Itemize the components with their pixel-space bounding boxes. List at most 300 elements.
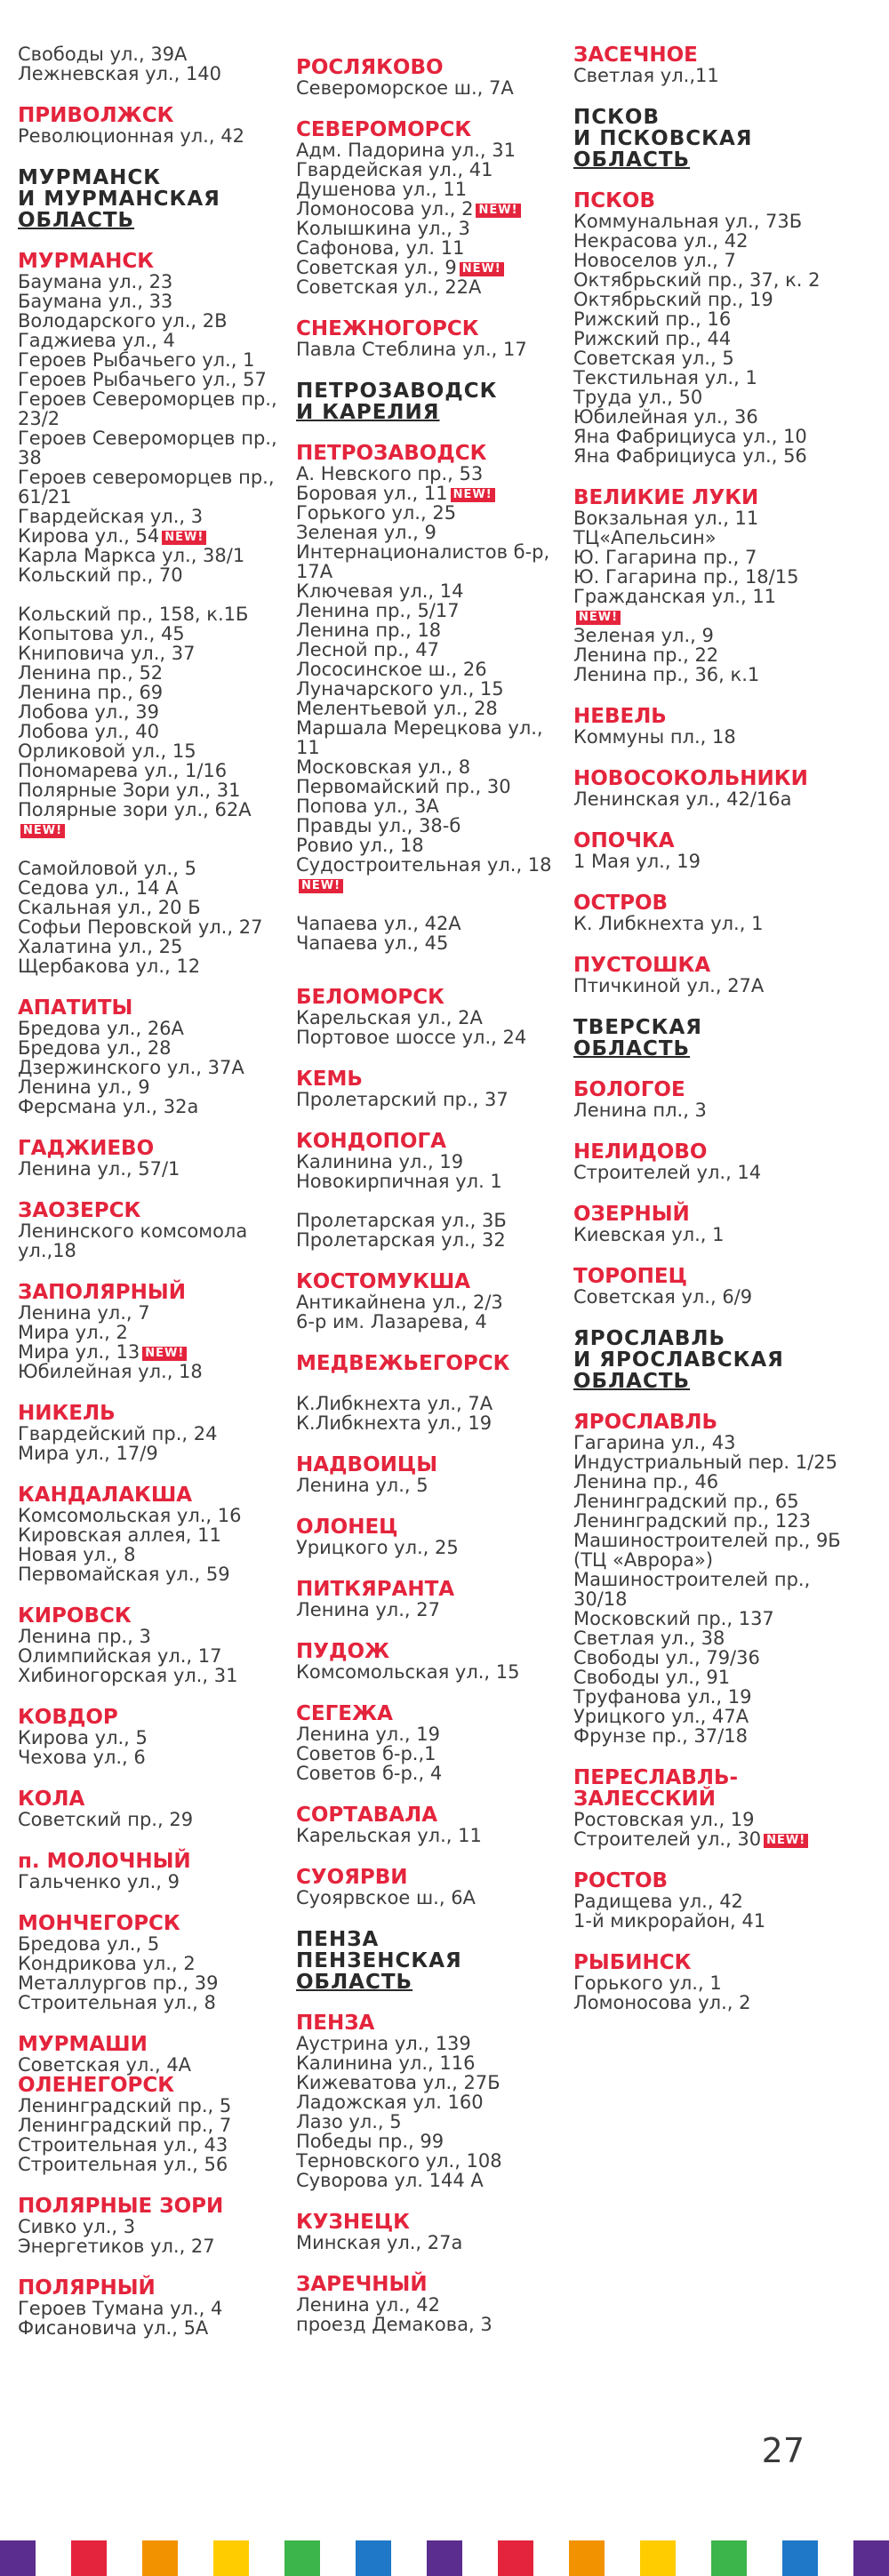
address-line: Терновского ул., 108 — [296, 2150, 502, 2172]
city-block — [18, 1788, 293, 1829]
address-line — [18, 820, 293, 839]
city-block — [573, 487, 845, 684]
address-line: Труда ул., 50 — [573, 387, 703, 408]
city-block — [573, 1412, 845, 1746]
address-line: Горького ул., 25 — [296, 502, 457, 524]
city-name: ОЗЕРНЫЙ — [573, 1203, 690, 1226]
region-heading-line: МУРМАНСК — [18, 166, 162, 189]
address-line: Хибиногорская ул., 31 — [18, 1665, 238, 1686]
region-heading — [573, 1017, 845, 1060]
address-line: 6-р им. Лазарева, 4 — [296, 1311, 487, 1332]
address-line: Суворова ул. 144 А — [296, 2170, 484, 2191]
address-line: Мира ул., 2 — [18, 1322, 128, 1343]
address-line: Бредова ул., 28 — [18, 1037, 172, 1059]
city-name: СУОЯРВИ — [296, 1866, 408, 1889]
city-name: ПОЛЯРНЫЕ ЗОРИ — [18, 2195, 224, 2218]
address-line: Орликовой ул., 15 — [18, 740, 196, 762]
address-line: Калинина ул., 116 — [296, 2052, 476, 2074]
address-line: Яна Фабрициуса ул., 10 — [573, 426, 807, 447]
region-heading-line: ЯРОСЛАВЛЬ — [573, 1327, 726, 1350]
city-block — [296, 2212, 570, 2252]
address-line: Мелентьевой ул., 28 — [296, 698, 498, 719]
address-line: Попова ул., 3А — [296, 796, 439, 817]
city-block — [18, 1403, 293, 1463]
city-name: ОСТРОВ — [573, 892, 669, 915]
city-block — [18, 2075, 293, 2174]
address-line — [296, 199, 570, 219]
address-line: Маршала Мерецкова ул., 11 — [296, 717, 543, 758]
address-line: Ровио ул., 18 — [296, 835, 424, 856]
address-line: Карельская ул., 2А — [296, 1007, 483, 1028]
region-heading-line: И МУРМАНСКАЯ — [18, 188, 220, 211]
address-line: Ленина пр., 22 — [573, 644, 719, 666]
address-line: Карельская ул., 11 — [296, 1825, 482, 1846]
address-line: Горького ул., 1 — [573, 1972, 722, 1994]
address-line: Калинина ул., 19 — [296, 1151, 464, 1172]
city-block — [18, 1200, 293, 1260]
city-name: СЕВЕРОМОРСК — [296, 118, 472, 141]
address-line: Ленина ул., 19 — [296, 1724, 440, 1745]
address-line: Лобова ул., 40 — [18, 721, 159, 742]
color-stripe — [0, 2540, 889, 2576]
region-heading — [573, 107, 845, 171]
address-line: Пролетарский пр., 37 — [296, 1089, 509, 1110]
address-line: Ленина пл., 3 — [573, 1100, 707, 1121]
city-name: ПЕНЗА — [296, 2012, 375, 2035]
city-name: ПСКОВ — [573, 189, 656, 212]
stripe-segment — [284, 2540, 320, 2576]
address-line: Пономарева ул., 1/16 — [18, 760, 228, 781]
address-line: Душенова ул., 11 — [296, 179, 468, 200]
address-line: Комсомольская ул., 16 — [18, 1505, 242, 1526]
address-line: Свободы ул., 39А — [18, 44, 188, 65]
region-heading-line: ОБЛАСТЬ — [18, 209, 135, 232]
address-line — [18, 1342, 293, 1362]
stripe-segment — [427, 2540, 462, 2576]
stripe-segment — [213, 2540, 249, 2576]
address-line: Интернационалистов б-р, 17А — [296, 541, 550, 582]
city-name: ПЕРЕСЛАВЛЬ-ЗАЛЕССКИЙ — [573, 1766, 739, 1811]
region-heading — [18, 167, 293, 231]
address-line: Победы пр., 99 — [296, 2131, 444, 2152]
address-line: Ленинская ул., 42/16а — [573, 788, 792, 810]
address-line: Гражданская ул., 11 — [573, 586, 777, 607]
address-line: Радищева ул., 42 — [573, 1891, 743, 1912]
address-line: Первомайский пр., 30 — [296, 776, 511, 797]
address-line: Североморское ш., 7А — [296, 77, 514, 99]
address-line: Урицкого ул., 25 — [296, 1537, 459, 1558]
address-line: Индустриальный пер. 1/25 — [573, 1452, 837, 1473]
city-name: ЗАПОЛЯРНЫЙ — [18, 1281, 186, 1304]
city-block — [18, 105, 293, 146]
city-name: РОСТОВ — [573, 1869, 669, 1892]
stripe-segment — [498, 2540, 533, 2576]
stripe-gap — [747, 2540, 782, 2576]
address-line: Труфанова ул., 19 — [573, 1686, 752, 1708]
city-name: МУРМАНСК — [18, 250, 155, 273]
address-line: Ленина пр., 18 — [296, 620, 442, 641]
city-name: КЕМЬ — [296, 1068, 363, 1091]
address-line: Коммуны пл., 18 — [573, 726, 736, 748]
city-block — [296, 443, 570, 953]
region-heading-line: И ЯРОСЛАВСКАЯ — [573, 1348, 784, 1372]
address-line — [573, 1829, 845, 1849]
address-line — [296, 484, 570, 503]
address-line: Ленина ул., 9 — [18, 1076, 150, 1098]
stripe-segment — [711, 2540, 747, 2576]
city-name: БОЛОГОЕ — [573, 1078, 685, 1101]
address-line: Советов б-р.,1 — [296, 1743, 436, 1764]
address-line: Московский пр., 137 — [573, 1608, 774, 1629]
region-heading-line: И КАРЕЛИЯ — [296, 401, 440, 424]
stripe-segment — [569, 2540, 605, 2576]
address-line: Ленина ул., 57/1 — [18, 1158, 180, 1180]
address-line: Первомайская ул., 59 — [18, 1564, 230, 1585]
city-name: НЕВЕЛЬ — [573, 705, 667, 728]
city-block — [573, 1141, 845, 1182]
address-line: Героев Рыбачьего ул., 57 — [18, 369, 267, 390]
address-line: Ленина ул., 5 — [296, 1475, 428, 1496]
address-line: Рижский пр., 44 — [573, 328, 732, 349]
city-block — [296, 1867, 570, 1908]
city-block — [296, 1271, 570, 1332]
city-name: СНЕЖНОГОРСК — [296, 317, 479, 340]
address-text: Мира ул., 13 — [18, 1341, 140, 1363]
new-badge: NEW! — [576, 611, 621, 625]
city-block — [296, 119, 570, 297]
address-line: Чапаева ул., 42А — [296, 913, 461, 934]
blank-line — [296, 894, 570, 914]
address-line: Правды ул., 38-б — [296, 815, 461, 836]
city-block — [573, 830, 845, 871]
address-line: Ростовская ул., 19 — [573, 1809, 755, 1830]
address-line: Революционная ул., 42 — [18, 125, 244, 147]
city-name: НИКЕЛЬ — [18, 1402, 116, 1425]
address-line: Октябрьский пр., 19 — [573, 289, 773, 310]
region-heading — [296, 1929, 570, 1993]
new-badge: NEW! — [142, 1347, 187, 1361]
address-line: Аустрина ул., 139 — [296, 2033, 471, 2054]
address-line: Птичкиной ул., 27А — [573, 975, 765, 996]
stripe-gap — [462, 2540, 498, 2576]
city-name: КОНДОПОГА — [296, 1130, 446, 1153]
region-heading-line: ОБЛАСТЬ — [573, 148, 691, 172]
address-line: Кирова ул., 5 — [18, 1727, 148, 1748]
address-line: Вокзальная ул., 11 — [573, 508, 759, 529]
city-name: БЕЛОМОРСК — [296, 986, 444, 1009]
city-block — [18, 2277, 293, 2338]
address-text: Строителей ул., 30 — [573, 1828, 762, 1850]
city-block — [296, 987, 570, 1047]
address-text: Боровая ул., 11 — [296, 483, 448, 504]
address-line: Некрасова ул., 42 — [573, 230, 749, 252]
city-block — [573, 1266, 845, 1307]
address-line: Адм. Падорина ул., 31 — [296, 140, 516, 161]
address-text: Кирова ул., 54 — [18, 525, 160, 547]
city-name: НАДВОИЦЫ — [296, 1453, 438, 1476]
address-line: Строительная ул., 43 — [18, 2134, 228, 2156]
address-line: Текстильная ул., 1 — [573, 367, 757, 388]
address-line: Седова ул., 14 А — [18, 877, 179, 899]
city-block — [296, 1068, 570, 1109]
blank-line — [296, 1191, 570, 1211]
city-name: КАНДАЛАКША — [18, 1484, 193, 1507]
stripe-gap — [533, 2540, 569, 2576]
city-block — [296, 1804, 570, 1845]
stripe-gap — [605, 2540, 640, 2576]
city-block — [296, 57, 570, 98]
city-block — [18, 1484, 293, 1584]
address-line: Светлая ул.,11 — [573, 65, 719, 86]
address-line: Советская ул., 22А — [296, 276, 482, 298]
address-line: Зеленая ул., 9 — [573, 625, 714, 646]
region-heading-line: ОБЛАСТЬ — [573, 1370, 691, 1393]
address-line — [296, 258, 570, 277]
address-line — [573, 606, 845, 626]
city-block — [18, 1605, 293, 1685]
address-line: Чехова ул., 6 — [18, 1747, 146, 1768]
blank-line — [18, 839, 293, 859]
city-name: ОЛОНЕЦ — [296, 1516, 398, 1539]
address-line: Гвардейская ул., 41 — [296, 159, 493, 180]
address-line: Пролетарская ул., 3Б — [296, 1210, 507, 1231]
address-line: Светлая ул., 38 — [573, 1628, 725, 1649]
region-heading-line: ПЕТРОЗАВОДСК — [296, 380, 498, 403]
address-line: Зеленая ул., 9 — [296, 522, 436, 543]
city-block — [18, 1913, 293, 2012]
new-badge: NEW! — [451, 488, 495, 502]
city-name: ОПОЧКА — [573, 829, 675, 852]
address-line: Баумана ул., 23 — [18, 271, 173, 292]
address-line: Судостроительная ул., 18 — [296, 854, 552, 876]
city-block — [573, 706, 845, 747]
address-line: Урицкого ул., 47А — [573, 1706, 749, 1727]
city-block — [296, 1516, 570, 1557]
address-line: Лежневская ул., 140 — [18, 63, 222, 84]
city-name: ВЕЛИКИЕ ЛУКИ — [573, 486, 759, 509]
address-line: Сафонова, ул. 11 — [296, 237, 465, 259]
city-block — [296, 318, 570, 359]
address-line: Лососинское ш., 26 — [296, 659, 487, 680]
address-line: Героев Североморцев пр., 38 — [18, 428, 277, 468]
city-block — [573, 190, 845, 466]
stripe-segment — [853, 2540, 889, 2576]
address-line: Кижеватова ул., 27Б — [296, 2072, 501, 2093]
address-line: Олимпийская ул., 17 — [18, 1645, 222, 1667]
address-line — [296, 875, 570, 894]
city-block — [18, 1138, 293, 1179]
city-block — [296, 1131, 570, 1250]
address-line: Ленинградский пр., 65 — [573, 1491, 799, 1512]
region-heading — [573, 1328, 845, 1392]
city-block — [296, 2274, 570, 2334]
city-name: КОСТОМУКША — [296, 1270, 471, 1293]
address-block — [18, 44, 293, 84]
address-line: Ленинградский пр., 123 — [573, 1510, 811, 1532]
city-name: ПРИВОЛЖСК — [18, 104, 174, 127]
address-line: Юбилейная ул., 36 — [573, 406, 758, 428]
stripe-gap — [818, 2540, 853, 2576]
region-heading — [296, 380, 570, 423]
column-3 — [573, 44, 845, 2034]
region-heading-line: ТВЕРСКАЯ — [573, 1016, 702, 1039]
address-line: Свободы ул., 91 — [573, 1667, 731, 1688]
address-line: Чапаева ул., 45 — [296, 932, 449, 954]
address-line: 1 Мая ул., 19 — [573, 851, 701, 872]
city-block — [18, 1707, 293, 1767]
address-line: Новоселов ул., 7 — [573, 250, 736, 271]
city-block — [18, 251, 293, 976]
address-line: Ленина пр., 36, к.1 — [573, 664, 760, 685]
address-text: Ломоносова ул., 2 — [296, 198, 474, 220]
address-line: Комсомольская ул., 15 — [296, 1661, 520, 1683]
stripe-gap — [249, 2540, 284, 2576]
address-line: Строительная ул., 56 — [18, 2154, 228, 2175]
city-block — [573, 955, 845, 996]
address-line: Новая ул., 8 — [18, 1544, 136, 1565]
address-line: Ленинградский пр., 5 — [18, 2095, 232, 2116]
address-line: Коммунальная ул., 73Б — [573, 211, 803, 232]
city-name: НЕЛИДОВО — [573, 1140, 708, 1164]
stripe-gap — [320, 2540, 356, 2576]
stripe-segment — [640, 2540, 676, 2576]
address-line: Советов б-р., 4 — [296, 1763, 443, 1784]
address-line: Лесной пр., 47 — [296, 639, 439, 660]
city-block — [296, 2012, 570, 2190]
address-line: ТЦ«Апельсин» — [573, 527, 717, 548]
city-name: ЯРОСЛАВЛЬ — [573, 1411, 718, 1434]
address-line: Энергетиков ул., 27 — [18, 2236, 215, 2257]
address-line: Машиностроителей пр., 9Б (ТЦ «Аврора») — [573, 1530, 841, 1571]
address-line: Ленина пр., 52 — [18, 662, 164, 684]
address-line: Киевская ул., 1 — [573, 1224, 725, 1245]
column-1 — [18, 44, 293, 2359]
address-line: Кондрикова ул., 2 — [18, 1953, 196, 1974]
address-line: Яна Фабрициуса ул., 56 — [573, 445, 807, 467]
address-line: К.Либкнехта ул., 19 — [296, 1412, 493, 1434]
address-line: Павла Стеблина ул., 17 — [296, 339, 527, 360]
new-badge: NEW! — [162, 531, 206, 545]
page-number: 27 — [761, 2431, 805, 2470]
city-name: МЕДВЕЖЬЕГОРСК — [296, 1352, 510, 1375]
stripe-gap — [391, 2540, 427, 2576]
address-line: Ключевая ул., 14 — [296, 580, 464, 602]
address-line: Фисановича ул., 5А — [18, 2317, 209, 2339]
city-name: ОЛЕНЕГОРСК — [18, 2074, 175, 2097]
address-line: Ю. Гагарина пр., 18/15 — [573, 566, 799, 588]
city-block — [573, 1767, 845, 1849]
address-line: Фрунзе пр., 37/18 — [573, 1725, 748, 1747]
address-line: Ленина пр., 5/17 — [296, 600, 460, 621]
city-name: СОРТАВАЛА — [296, 1804, 438, 1827]
city-name: КОВДОР — [18, 1706, 118, 1729]
city-name: КУЗНЕЦК — [296, 2211, 410, 2234]
city-name: МОНЧЕГОРСК — [18, 1912, 180, 1935]
stripe-gap — [676, 2540, 711, 2576]
address-line: Дзержинского ул., 37А — [18, 1057, 244, 1078]
address-line: Кировская аллея, 11 — [18, 1524, 221, 1546]
address-line: Гаджиева ул., 4 — [18, 330, 175, 351]
address-line: К.Либкнехта ул., 7А — [296, 1393, 493, 1414]
address-line: Володарского ул., 2В — [18, 310, 228, 332]
city-name: ГАДЖИЕВО — [18, 1137, 155, 1160]
address-line: Скальная ул., 20 Б — [18, 897, 201, 918]
address-line: Сивко ул., 3 — [18, 2216, 136, 2237]
address-line: Металлургов пр., 39 — [18, 1972, 219, 1994]
city-name: РЫБИНСК — [573, 1951, 692, 1974]
region-heading-line: ПСКОВ — [573, 106, 661, 129]
address-line: Лобова ул., 39 — [18, 701, 159, 723]
blank-line — [18, 585, 293, 604]
city-name: п. МОЛОЧНЫЙ — [18, 1850, 191, 1873]
city-block — [18, 2034, 293, 2075]
city-name: НОВОСОКОЛЬНИКИ — [573, 767, 808, 790]
address-line: Гвардейская ул., 3 — [18, 506, 204, 527]
address-line: Самойловой ул., 5 — [18, 858, 196, 879]
city-name: СЕГЕЖА — [296, 1702, 393, 1725]
city-block — [296, 1703, 570, 1783]
address-line: Книповича ул., 37 — [18, 643, 196, 664]
stripe-segment — [142, 2540, 178, 2576]
address-line: Гагарина ул., 43 — [573, 1432, 736, 1453]
address-line: Ладожская ул. 160 — [296, 2092, 484, 2113]
city-block — [296, 1353, 570, 1433]
address-line: Ломоносова ул., 2 — [573, 1992, 751, 2013]
city-block — [573, 44, 845, 85]
address-line: Рижский пр., 16 — [573, 308, 732, 330]
stripe-segment — [782, 2540, 818, 2576]
address-line: Полярные Зори ул., 31 — [18, 780, 241, 801]
address-line: Лазо ул., 5 — [296, 2111, 402, 2132]
address-line: Бредова ул., 26А — [18, 1018, 184, 1039]
city-block — [296, 1579, 570, 1620]
city-block — [18, 1282, 293, 1381]
city-name: ТОРОПЕЦ — [573, 1265, 687, 1288]
city-block — [573, 1204, 845, 1244]
address-line: А. Невского пр., 53 — [296, 463, 484, 484]
region-heading-line: ОБЛАСТЬ — [296, 1971, 413, 1994]
address-line: Халатина ул., 25 — [18, 936, 183, 957]
city-block — [296, 1641, 570, 1682]
stripe-segment — [71, 2540, 107, 2576]
city-name: КОЛА — [18, 1788, 85, 1811]
new-badge: NEW! — [764, 1834, 808, 1848]
city-name: ЗАОЗЕРСК — [18, 1199, 141, 1222]
city-block — [296, 1454, 570, 1495]
stripe-segment — [356, 2540, 391, 2576]
city-block — [18, 997, 293, 1116]
address-line: Щербакова ул., 12 — [18, 956, 201, 977]
city-name: МУРМАШИ — [18, 2033, 148, 2056]
address-line: Героев Рыбачьего ул., 1 — [18, 349, 255, 371]
city-block — [573, 1952, 845, 2012]
region-heading-line: ПЕНЗЕНСКАЯ — [296, 1949, 462, 1972]
city-name: ПИТКЯРАНТА — [296, 1578, 455, 1601]
address-line: Ленина пр., 69 — [18, 682, 164, 703]
new-badge: NEW! — [460, 262, 504, 276]
spacer — [296, 44, 570, 57]
address-line: Героев Североморцев пр., 23/2 — [18, 388, 277, 429]
address-line: Баумана ул., 33 — [18, 291, 173, 312]
address-line: Ленинского комсомола ул.,18 — [18, 1220, 248, 1261]
address-line: Свободы ул., 79/36 — [573, 1647, 760, 1668]
address-line: Софьи Перовской ул., 27 — [18, 916, 263, 938]
new-badge: NEW! — [299, 879, 343, 893]
address-line: Ленина ул., 7 — [18, 1302, 150, 1324]
address-line: Антикайнена ул., 2/3 — [296, 1292, 503, 1313]
city-block — [573, 892, 845, 933]
address-line: Колышкина ул., 3 — [296, 218, 470, 239]
